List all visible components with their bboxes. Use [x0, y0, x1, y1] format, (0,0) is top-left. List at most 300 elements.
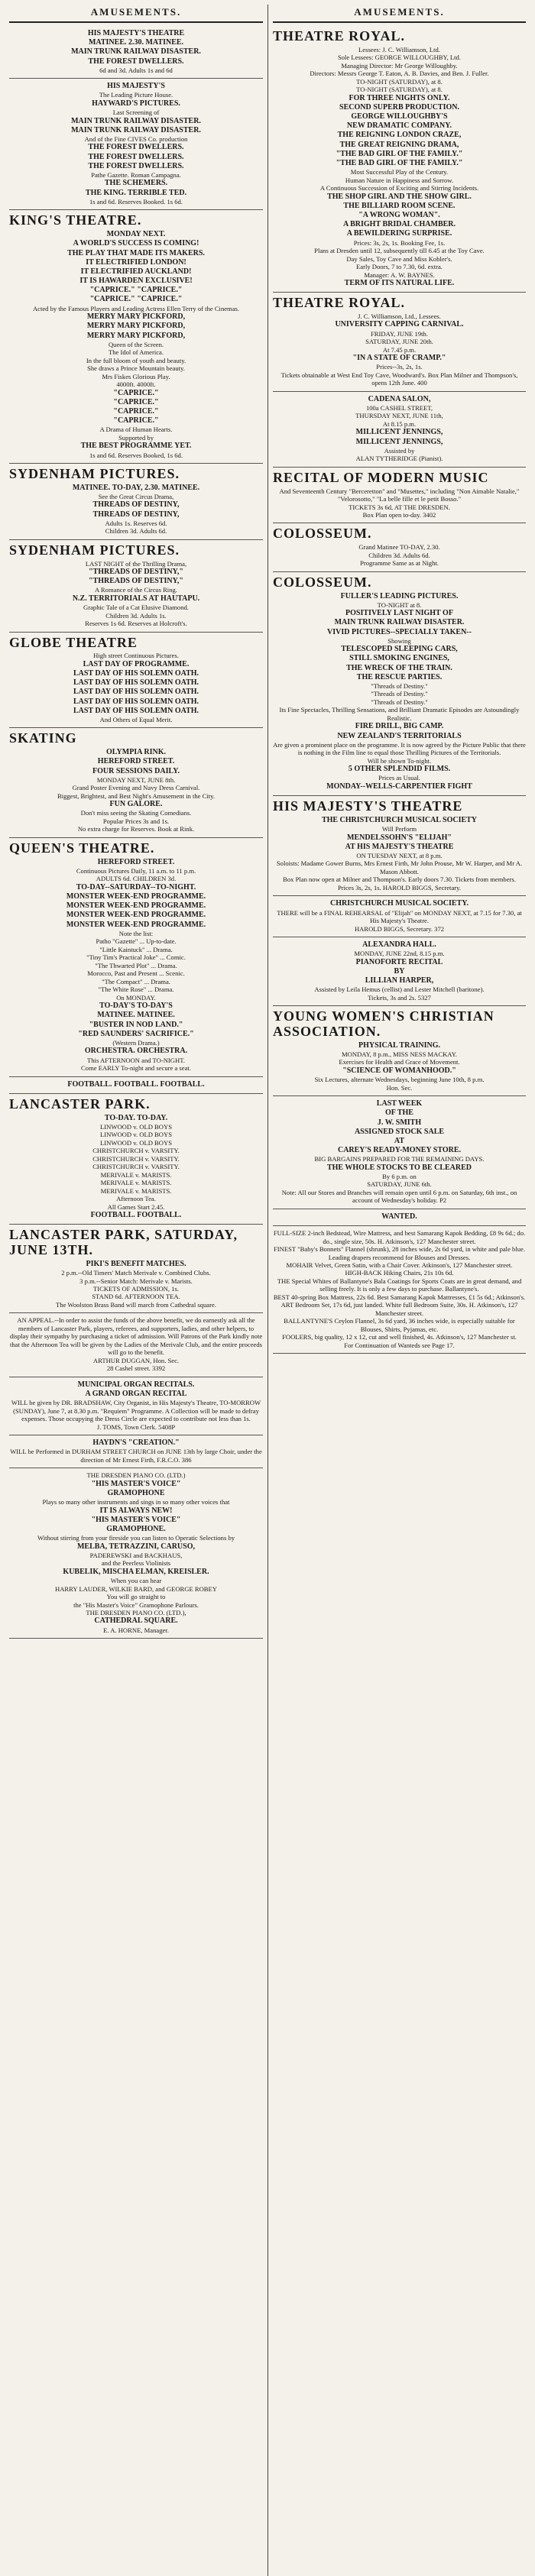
- advertisement-line: "THREADS OF DESTINY,": [88, 568, 183, 577]
- advertisement-line: GRAMOPHONE.: [106, 1525, 166, 1534]
- advertisement-line: TO-DAY. TO-DAY.: [104, 1113, 168, 1122]
- advertisement-title: KING'S THEATRE.: [9, 212, 142, 228]
- advertisement-line: "CAPRICE.": [113, 397, 159, 406]
- advertisement-line: Box Plan open to-day. 3402: [362, 511, 436, 519]
- advertisement-appeal: [9, 1313, 263, 1377]
- advertisement-title: LANCASTER PARK, SATURDAY, JUNE 13TH.: [9, 1227, 238, 1258]
- advertisement-line: CAREY'S READY-MONEY STORE.: [337, 1146, 462, 1155]
- advertisement-line: ASSIGNED STOCK SALE: [354, 1127, 445, 1136]
- advertisement-line: The Idol of America.: [108, 348, 164, 357]
- advertisement-line: The Woolston Brass Band will march from Cathedral square.: [56, 1300, 216, 1309]
- advertisement-line: Reserves 1s 6d. Reserves at Holcroft's.: [85, 620, 187, 628]
- advertisement-line: HIS MAJESTY'S: [107, 82, 165, 91]
- advertisement-line: HIS MAJESTY'S THEATRE: [87, 29, 185, 37]
- advertisement-line: All Games Start 2.45.: [107, 1202, 165, 1211]
- advertisement-line: A BRIGHT BRIDAL CHAMBER.: [342, 220, 456, 229]
- advertisement-line: Grand Matinee TO-DAY, 2.30.: [358, 543, 440, 552]
- advertisement-line: PIKI'S BENEFIT MATCHES.: [86, 1259, 186, 1268]
- advertisement-line: HAYWARD'S PICTURES.: [92, 99, 180, 108]
- advertisement-line: "The Compact" ... Drama.: [102, 977, 170, 985]
- advertisement-line: Prices as Usual.: [378, 774, 420, 782]
- advertisement-line: BIG BARGAINS PREPARED FOR THE REMAINING DAYS.: [314, 1155, 485, 1163]
- advertisement-line: THE SCHEMERS.: [104, 179, 168, 188]
- advertisement-line: TERM OF ITS NATURAL LIFE.: [344, 279, 455, 288]
- advertisement-line: FOUR SESSIONS DAILY.: [92, 766, 180, 775]
- advertisement-title: QUEEN'S THEATRE.: [9, 840, 155, 856]
- advertisement-line: MONSTER WEEK-END PROGRAMME.: [66, 920, 206, 929]
- advertisement-line: Graphic Tale of a Cat Elusive Diamond.: [83, 604, 189, 612]
- right-column-header: AMUSEMENTS.: [273, 5, 526, 23]
- advertisement-line: See the Great Circus Drama,: [98, 492, 174, 500]
- advertisement-line: TO-DAY'S TO-DAY'S: [99, 1002, 173, 1011]
- advertisement-line: PIANOFORTE RECITAL: [355, 957, 443, 966]
- advertisement-line: Human Nature in Happiness and Sorrow.: [345, 176, 454, 184]
- advertisement-line: THERE will be a FINAL REHEARSAL of "Elijah" on MONDAY NEXT, at 7.15 for 7.30, at His Majesty's Theatre.: [277, 908, 522, 925]
- advertisement-line: THE DRESDEN PIANO CO. (LTD.),: [86, 1608, 186, 1616]
- advertisement-line: For Continuation of Wanteds see Page 17.: [344, 1341, 455, 1349]
- advertisement-his-majestys-hayward: [9, 79, 263, 210]
- advertisement-line: Programme Same as at Night.: [360, 559, 439, 568]
- advertisement-line: Prices 3s, 2s, 1s. HAROLD BIGGS, Secretary.: [337, 883, 462, 892]
- advertisement-line: MERRY MARY PICKFORD,: [86, 322, 186, 331]
- advertisement-line: THE FOREST DWELLERS.: [88, 57, 184, 66]
- advertisement-line: No extra charge for Reserves. Book at Rink.: [77, 825, 195, 833]
- advertisement-line: MATINEE. MATINEE.: [97, 1011, 175, 1020]
- advertisement-line: "Tiny Tim's Practical Joke" ... Comic.: [86, 953, 186, 962]
- advertisement-line: HEREFORD STREET.: [97, 757, 175, 766]
- advertisement-line: MAIN TRUNK RAILWAY DISASTER.: [71, 125, 201, 134]
- advertisement-line: "CAPRICE.": [113, 388, 159, 397]
- advertisement-line: Morocco, Past and Present ... Scenic.: [87, 969, 185, 978]
- advertisement-line: On MONDAY.: [116, 993, 156, 1002]
- advertisement-colosseum-2: [273, 572, 526, 796]
- advertisement-skating: [9, 728, 263, 837]
- advertisement-line: LINWOOD v. OLD BOYS: [100, 1138, 172, 1147]
- advertisement-title: YOUNG WOMEN'S CHRISTIAN ASSOCIATION.: [273, 1008, 494, 1040]
- advertisement-title: RECITAL OF MODERN MUSIC: [273, 469, 489, 485]
- advertisement-line: Children 3d. Adults 6d.: [368, 551, 430, 559]
- advertisement-line: MONSTER WEEK-END PROGRAMME.: [66, 901, 206, 911]
- advertisement-line: At 7.45 p.m.: [382, 345, 417, 354]
- advertisement-line: THURSDAY NEXT, JUNE 11th,: [355, 412, 443, 420]
- advertisement-line: MATINEE. 2.30. MATINEE.: [88, 38, 184, 47]
- advertisement-line: High street Continuous Pictures.: [93, 652, 179, 660]
- advertisement-line: OLYMPIA RINK.: [106, 748, 166, 757]
- advertisement-line: "THE BAD GIRL OF THE FAMILY.": [336, 159, 463, 168]
- advertisement-line: THE REIGNING LONDON CRAZE,: [337, 131, 462, 140]
- advertisement-his-majestys-musical: [273, 796, 526, 896]
- advertisement-line: FULLER'S LEADING PICTURES.: [340, 591, 459, 600]
- advertisement-line: LINWOOD v. OLD BOYS: [100, 1131, 172, 1139]
- advertisement-line: 28 Cashel street. 3392: [106, 1364, 166, 1373]
- advertisement-line: CHRISTCHURCH v. VARSITY.: [92, 1154, 180, 1163]
- advertisement-line: ALEXANDRA HALL.: [362, 940, 436, 950]
- advertisement-line: FOOTBALL. FOOTBALL.: [90, 1211, 182, 1220]
- advertisement-line: IT IS ALWAYS NEW!: [99, 1506, 173, 1515]
- advertisement-line: IT ELECTRIFIED AUCKLAND!: [80, 267, 192, 276]
- advertisement-line: PHYSICAL TRAINING.: [358, 1040, 441, 1050]
- advertisement-line: "HIS MASTER'S VOICE": [91, 1515, 181, 1524]
- advertisement-line: MERRY MARY PICKFORD,: [86, 312, 186, 322]
- advertisement-line: "THREADS OF DESTINY,": [88, 577, 183, 586]
- advertisement-line: "Threads of Destiny.": [371, 682, 428, 690]
- advertisement-line: Will be shown To-night.: [367, 756, 432, 765]
- advertisement-line: "Threads of Destiny.": [371, 690, 428, 698]
- advertisement-line: CATHEDRAL SQUARE.: [94, 1616, 178, 1626]
- advertisement-line: Plays so many other instruments and sings in so many other voices that: [42, 1498, 230, 1506]
- advertisement-line: Tickets obtainable at West End Toy Cave, Woodward's. Box Plan Milner and Thompson's, opens 12th June. 400: [280, 371, 518, 387]
- advertisement-line: A Drama of Human Hearts.: [99, 426, 173, 434]
- advertisement-line: "CAPRICE." "CAPRICE.": [89, 286, 183, 295]
- advertisement-title: SYDENHAM PICTURES.: [9, 542, 180, 558]
- advertisement-line: Grand Poster Evening and Navy Dress Carnival.: [72, 784, 200, 792]
- advertisement-line: STILL SMOKING ENGINES,: [349, 654, 449, 663]
- advertisement-line: Six Lectures, alternate Wednesdays, beginning June 10th, 8 p.m.: [314, 1076, 485, 1084]
- advertisement-line: Continuous Pictures Daily, 11 a.m. to 11 p.m.: [76, 866, 196, 875]
- advertisement-line: MENDELSSOHN'S "ELIJAH": [347, 833, 452, 842]
- advertisement-wanted-header: [273, 1209, 526, 1226]
- advertisement-line: Acted by the Famous Players and Leading Actress Ellen Terry of the Cinemas.: [32, 304, 240, 312]
- advertisement-line: HAYDN'S "CREATION.": [92, 1438, 180, 1448]
- advertisement-line: MONDAY, 8 p.m., MISS NESS MACKAY.: [342, 1050, 457, 1058]
- advertisement-line: SATURDAY, JUNE 20th.: [365, 338, 433, 346]
- advertisement-line: PADEREWSKI and BACKHAUS,: [89, 1551, 183, 1559]
- advertisement-line: HIGH-BACK Hiking Chairs, 21s 10s 6d.: [345, 1269, 454, 1277]
- advertisement-line: MERIVALE v. MARISTS.: [100, 1186, 172, 1195]
- advertisement-line: And Others of Equal Merit.: [99, 715, 173, 723]
- advertisement-line: FIRE DRILL, BIG CAMP.: [355, 722, 444, 731]
- advertisement-line: Assisted by: [384, 446, 415, 455]
- advertisement-line: ADULTS 6d. CHILDREN 3d.: [96, 875, 177, 883]
- advertisement-line: "HIS MASTER'S VOICE": [91, 1479, 181, 1488]
- advertisement-line: NEW ZEALAND'S TERRITORIALS: [337, 731, 462, 740]
- advertisement-line: Tickets, 3s and 2s. 5327: [368, 993, 431, 1002]
- advertisement-line: 6d and 3d. Adults 1s and 6d: [99, 66, 173, 74]
- advertisement-line: MERRY MARY PICKFORD,: [86, 331, 186, 340]
- advertisement-title: GLOBE THEATRE: [9, 634, 138, 650]
- advertisement-line: LAST DAY OF HIS SOLEMN OATH.: [73, 678, 199, 688]
- advertisement-kings-theatre: [9, 210, 263, 464]
- advertisement-line: The Leading Picture House.: [99, 91, 173, 99]
- advertisement-line: CHRISTCHURCH v. VARSITY.: [92, 1163, 180, 1171]
- advertisement-line: Plans at Dresden until 12, subsequently till 6.45 at the Toy Cave.: [314, 247, 485, 255]
- advertisement-line: GRAMOPHONE: [107, 1488, 165, 1497]
- advertisement-line: Most Successful Play of the Century.: [350, 168, 449, 176]
- advertisement-line: TICKETS 3s 6d, AT THE DRESDEN.: [349, 503, 450, 511]
- advertisement-line: VIVID PICTURES--SPECIALLY TAKEN--: [327, 627, 472, 636]
- advertisement-theatre-royal-2: [273, 293, 526, 392]
- advertisement-line: Note the list:: [118, 929, 154, 937]
- advertisement-line: THE BEST PROGRAMME YET.: [80, 442, 192, 451]
- advertisement-line: THE Special Whites of Ballantyne's Bala Coatings for Sports Coats are in great demand, and selling freely. It is only a few days to purchase. Ballantyne's.: [277, 1277, 522, 1293]
- advertisement-line: "A WRONG WOMAN".: [358, 211, 440, 220]
- advertisement-line: WILL be Performed in DURHAM STREET CHURCH on JUNE 13th by large Choir, under the direction of Mr Ernest Firth, F.R.C.O. 386: [10, 1448, 262, 1464]
- advertisement-line: AT HIS MAJESTY'S THEATRE: [345, 842, 454, 851]
- advertisement-line: She draws a Prince Mountain beauty.: [87, 364, 185, 373]
- advertisement-line: Prices: 3s, 2s, 1s. Booking Fee, 1s.: [353, 238, 446, 247]
- advertisement-line: Sole Lessees: GEORGE WILLOUGHBY, Ltd.: [337, 53, 462, 62]
- advertisement-line: THE FOREST DWELLERS.: [88, 161, 184, 170]
- advertisement-line: MELBA, TETRAZZINI, CARUSO,: [76, 1542, 195, 1551]
- advertisement-line: J. TOMS, Town Clerk. 5408P: [96, 1422, 176, 1431]
- advertisement-line: Assisted by Leila Hemus (cellist) and Lester Mitchell (baritone).: [314, 985, 485, 994]
- advertisement-line: Don't miss seeing the Skating Comedians.: [80, 809, 192, 817]
- advertisement-line: A BEWILDERING SURPRISE.: [346, 229, 452, 238]
- advertisement-line: MATINEE. TO-DAY, 2.30. MATINEE.: [72, 483, 200, 492]
- advertisement-line: ART Bedroom Set, 17s 6d, just landed. White full Bedroom Suite, 30s. H. Atkinson's, 127 Manchester street.: [280, 1301, 518, 1317]
- advertisement-line: IT ELECTRIFIED LONDON!: [86, 257, 186, 267]
- advertisement-line: "The Thwarted Plot" ... Drama.: [95, 961, 177, 969]
- advertisement-line: MERIVALE v. MARISTS.: [100, 1179, 172, 1187]
- advertisement-title: THEATRE ROYAL.: [273, 28, 406, 44]
- advertisement-line: LAST WEEK: [376, 1099, 423, 1108]
- advertisement-line: "BUSTER IN NOD LAND.": [89, 1020, 183, 1029]
- advertisement-line: MONDAY NEXT, JUNE 8th.: [96, 775, 176, 784]
- advertisement-line: WANTED.: [381, 1212, 417, 1221]
- advertisement-line: THE SHOP GIRL AND THE SHOW GIRL.: [327, 192, 472, 201]
- advertisement-line: ARTHUR DUGGAN, Hon. Sec.: [92, 1356, 180, 1364]
- advertisement-line: A Romance of the Circus Ring.: [95, 586, 177, 594]
- advertisement-line: Note: All our Stores and Branches will remain open until 6 p.m. on Saturday, 6th inst., on account of Wednesday's holiday. P2: [281, 1188, 517, 1205]
- advertisement-line: Last Screening of: [112, 108, 160, 117]
- right-column: [268, 5, 530, 2576]
- advertisement-line: FOR THREE NIGHTS ONLY.: [349, 93, 450, 102]
- advertisement-line: LAST DAY OF HIS SOLEMN OATH.: [73, 669, 199, 678]
- advertisement-line: N.Z. TERRITORIALS AT HAUTAPU.: [72, 594, 200, 603]
- advertisement-line: "Little Kaintuck" ... Drama.: [99, 945, 173, 953]
- advertisement-line: Without stirring from your fireside you can listen to Operatic Selections by: [37, 1534, 235, 1542]
- advertisement-line: POSITIVELY LAST NIGHT OF: [345, 609, 453, 618]
- advertisement-line: A WORLD'S SUCCESS IS COMING!: [73, 239, 199, 248]
- advertisement-line: "SCIENCE OF WOMANHOOD.": [342, 1066, 456, 1075]
- advertisement-line: STAND 6d. AFTERNOON TEA.: [92, 1293, 180, 1301]
- left-column-header: AMUSEMENTS.: [9, 5, 263, 23]
- advertisement-line: LAST NIGHT of the Thrilling Drama,: [85, 559, 187, 568]
- advertisement-title: COLOSSEUM.: [273, 526, 372, 542]
- advertisement-line: MONDAY NEXT.: [106, 230, 166, 239]
- advertisement-line: THE CHRISTCHURCH MUSICAL SOCIETY: [321, 815, 478, 824]
- advertisement-line: 3 p.m.--Senior Match: Merivale v. Marists.: [79, 1277, 193, 1285]
- advertisement-line: Biggest, Brightest, and Best Night's Amusement in the City.: [57, 791, 216, 800]
- advertisement-line: THREADS OF DESTINY,: [92, 510, 180, 519]
- advertisement-line: the "His Master's Voice" Gramophone Parlours.: [73, 1600, 199, 1609]
- advertisement-line: ALAN TYTHERIDGE (Pianist).: [355, 455, 443, 463]
- advertisement-line: THREADS OF DESTINY,: [92, 500, 180, 510]
- advertisement-dresden-piano: [9, 1468, 263, 1639]
- advertisement-line: TELESCOPED SLEEPING CARS,: [341, 645, 458, 654]
- advertisement-theatre-royal-1: [273, 26, 526, 293]
- advertisement-line: TO-NIGHT (SATURDAY), at 8.: [356, 77, 443, 86]
- advertisement-title: THEATRE ROYAL.: [273, 295, 406, 311]
- advertisement-line: Will Perform: [381, 825, 417, 833]
- advertisement-line: Managing Director: Mr George Willoughby.: [341, 61, 458, 70]
- advertisement-line: THE PLAY THAT MADE ITS MAKERS.: [67, 248, 205, 257]
- advertisement-line: (Western Drama.): [112, 1038, 160, 1047]
- advertisement-line: Pathe Gazette. Roman Campagna.: [91, 171, 181, 179]
- advertisement-ywca: [273, 1006, 526, 1096]
- left-column: [5, 5, 268, 2576]
- advertisement-line: 1s and 6d. Reserves Booked, 1s 6d.: [89, 451, 183, 459]
- advertisement-line: Mrs Fiskes Glorious Play.: [102, 372, 170, 380]
- advertisement-title: LANCASTER PARK.: [9, 1095, 151, 1112]
- advertisement-line: Box Plan now open at Milner and Thompson's. Early doors 7.30. Tickets from members.: [283, 875, 516, 884]
- advertisement-line: LAST DAY OF HIS SOLEMN OATH.: [73, 688, 199, 697]
- advertisement-line: FULL-SIZE 2-inch Bedstead, Wire Mattress, and best Samarang Kapok Bedding, £8 9s 6d.; do. do., single size, 50s. H. Atkinson's, 127 Manchester street.: [273, 1229, 526, 1245]
- advertisement-line: MAIN TRUNK RAILWAY DISASTER.: [71, 47, 201, 57]
- advertisement-line: By 6 p.m. on: [382, 1172, 417, 1180]
- advertisement-line: Are given a prominent place on the programme. It is now agreed by the Picture Public that there is nothing in the Film line to equal those Thrilling Pictures of the Territorials.: [273, 740, 526, 757]
- advertisement-line: TO-NIGHT (SATURDAY), at 8.: [356, 86, 443, 94]
- advertisement-line: LAST DAY OF HIS SOLEMN OATH.: [73, 697, 199, 706]
- advertisement-title: HIS MAJESTY'S THEATRE: [273, 798, 463, 814]
- advertisement-line: "The White Rose" ... Drama.: [98, 985, 174, 994]
- advertisement-last-week: [273, 1096, 526, 1209]
- advertisement-title: COLOSSEUM.: [273, 574, 372, 590]
- advertisement-line: MONSTER WEEK-END PROGRAMME.: [66, 911, 206, 920]
- advertisement-line: MAIN TRUNK RAILWAY DISASTER.: [334, 618, 465, 627]
- advertisement-line: GEORGE WILLOUGHBY'S: [351, 112, 448, 121]
- advertisement-line: MONSTER WEEK-END PROGRAMME.: [66, 892, 206, 901]
- advertisement-line: HAROLD BIGGS, Secretary. 372: [354, 924, 445, 933]
- advertisement-line: Early Doors, 7 to 7.30, 6d. extra.: [356, 263, 443, 271]
- advertisement-line: MONDAY--WELLS-CARPENTIER FIGHT: [326, 782, 472, 791]
- advertisement-line: A Continuous Succession of Exciting and Stirring Incidents.: [319, 184, 479, 193]
- advertisement-line: Showing: [387, 636, 411, 645]
- advertisement-queens-theatre: [9, 838, 263, 1077]
- advertisement-sydenham-night: [9, 540, 263, 633]
- advertisement-line: MONDAY, JUNE 22nd, 8.15 p.m.: [354, 950, 445, 958]
- advertisement-line: ORCHESTRA. ORCHESTRA.: [84, 1047, 188, 1056]
- advertisement-globe-theatre: [9, 633, 263, 729]
- advertisement-line: FINEST "Baby's Bonnets" Flannel (shrunk), 28 inches wide, 2s 6d yard, in white and pale blue. Leading drapers recommend for Blouses and Dresses.: [274, 1245, 525, 1261]
- advertisement-line: Queen of the Screen.: [108, 340, 164, 348]
- advertisement-line: Children 3d. Adults 6d.: [105, 527, 167, 536]
- advertisement-line: OF THE: [385, 1108, 413, 1118]
- advertisement-line: MUNICIPAL ORGAN RECITALS.: [77, 1380, 195, 1389]
- advertisement-line: MAIN TRUNK RAILWAY DISASTER.: [71, 116, 201, 125]
- advertisement-line: And Seventeenth Century "Berceretton" and "Musettes," including "Non Aimable Natalie," "Velorosotto," "La belle fille et le petit Bosso.": [279, 487, 520, 503]
- advertisement-line: THE BILLIARD ROOM SCENE.: [343, 201, 456, 210]
- advertisement-line: NEW DRAMATIC COMPANY.: [346, 121, 452, 131]
- advertisement-line: LILLIAN HARPER,: [365, 976, 434, 985]
- advertisement-line: and the Peerless Violinists: [101, 1559, 171, 1568]
- advertisement-line: Prices--3s, 2s, 1s.: [376, 363, 423, 371]
- advertisement-line: TICKETS OF ADMISSION, 1s.: [93, 1285, 179, 1293]
- advertisement-line: FOOLERS, big quality, 12 x 12, cut and well finished, 4s. Atkinson's, 127 Manchester st.: [282, 1333, 517, 1341]
- advertisement-line: Come EARLY To-night and secure a seat.: [81, 1064, 191, 1073]
- advertisement-line: LINWOOD v. OLD BOYS: [100, 1122, 172, 1131]
- advertisement-line: Its Fine Spectacles, Thrilling Sensations, and Brilliant Dramatic Episodes are Astoundingly Realistic.: [279, 706, 520, 722]
- advertisement-line: THE RESCUE PARTIES.: [356, 672, 443, 681]
- advertisement-line: And of the Fine CIVES Co. production: [84, 134, 188, 143]
- advertisement-line: Soloists: Madame Gower Burns, Mrs Ernest Firth, Mr John Prouse, Mr W. Harper, and Mr A. Mason Abbott.: [276, 859, 523, 875]
- advertisement-line: AT: [394, 1136, 405, 1145]
- right-ads: [273, 26, 526, 1354]
- advertisement-line: "RED SAUNDERS' SACRIFICE.": [78, 1029, 194, 1038]
- advertisement-line: AN APPEAL.--In order to assist the funds of the above benefit, we do earnestly ask all the members of Lancaster Park, players, referees, and supporters, ladies, and other helpers, to display their sympathy by purchasing a ticket of admission. Will Patrons of the Park kindly note that the Afternoon Tea will be given by the Ladies of the Merivale Club, and the entire proceeds will go to the benefit.: [9, 1316, 263, 1357]
- advertisement-line: LAST DAY OF PROGRAMME.: [83, 659, 190, 668]
- advertisement-line: CHRISTCHURCH MUSICAL SOCIETY.: [329, 899, 469, 908]
- advertisement-line: E. A. HORNE, Manager.: [103, 1626, 169, 1634]
- advertisement-line: FRIDAY, JUNE 19th.: [371, 329, 428, 338]
- advertisement-line: MERIVALE v. MARISTS.: [100, 1170, 172, 1179]
- advertisement-lancaster-park: [9, 1094, 263, 1225]
- advertisement-wanted-items: [273, 1226, 526, 1354]
- advertisement-line: THE WRECK OF THE TRAIN.: [346, 663, 452, 672]
- advertisement-line: ON TUESDAY NEXT, at 8 p.m.: [356, 851, 443, 859]
- advertisement-line: In the full bloom of youth and beauty.: [86, 356, 186, 364]
- advertisement-alexandra-hall: [273, 937, 526, 1006]
- advertisement-line: Lessees: J. C. Williamson, Ltd.: [358, 45, 440, 53]
- advertisement-line: A GRAND ORGAN RECITAL: [85, 1390, 187, 1399]
- advertisement-line: "Threads of Destiny.": [371, 697, 428, 706]
- advertisement-title: SKATING: [9, 730, 77, 746]
- advertisement-line: MILLICENT JENNINGS,: [355, 437, 443, 446]
- advertisement-line: THE WHOLE STOCKS TO BE CLEARED: [326, 1163, 472, 1172]
- advertisement-line: Hon. Sec.: [386, 1083, 413, 1092]
- advertisement-line: MOHAIR Velvet, Green Satin, with a Chair Cover. Atkinson's, 127 Manchester street.: [286, 1260, 513, 1269]
- advertisement-line: Patho "Gazette" ... Up-to-date.: [96, 937, 177, 946]
- advertisement-line: At 8.15 p.m.: [382, 419, 417, 428]
- advertisement-line: Adults 1s. Reserves 6d.: [105, 519, 167, 527]
- advertisement-line: "THE BAD GIRL OF THE FAMILY.": [336, 149, 463, 158]
- advertisement-line: J. W. SMITH: [377, 1118, 422, 1127]
- advertisement-cadena-salon: [273, 392, 526, 468]
- advertisement-colosseum-1: [273, 523, 526, 571]
- advertisement-sydenham-matinee: [9, 464, 263, 540]
- advertisement-line: 100a CASHEL STREET,: [365, 403, 433, 412]
- advertisement-line: THE FOREST DWELLERS.: [88, 143, 184, 152]
- advertisement-his-majestys-matinee: [9, 26, 263, 79]
- advertisement-line: Directors: Messrs George T. Eaton, A. B. Davies, and Ben. J. Fuller.: [310, 70, 489, 78]
- advertisement-line: You will go straight to: [106, 1593, 166, 1601]
- advertisement-line: THE DRESDEN PIANO CO. (LTD.): [86, 1471, 186, 1480]
- advertisement-line: LAST DAY OF HIS SOLEMN OATH.: [73, 706, 199, 715]
- advertisement-final-rehearsal: [273, 896, 526, 937]
- advertisement-line: When you can hear: [110, 1577, 162, 1585]
- advertisement-line: Children 3d. Adults 1s.: [105, 611, 167, 620]
- advertisement-line: "IN A STATE OF CRAMP.": [352, 354, 446, 363]
- advertisement-line: "CAPRICE.": [113, 406, 159, 416]
- advertisement-line: 5 OTHER SPLENDID FILMS.: [348, 765, 451, 774]
- advertisement-line: UNIVERSITY CAPPING CARNIVAL.: [335, 320, 464, 329]
- advertisement-line: Manager: A. W. BAYNES.: [364, 270, 435, 279]
- advertisement-title: SYDENHAM PICTURES.: [9, 465, 180, 481]
- advertisement-line: KUBELIK, MISCHA ELMAN, KREISLER.: [63, 1567, 209, 1576]
- advertisement-line: WILL be given by DR. BRADSHAW, City Organist, in His Majesty's Theatre, TO-MORROW (SUNDAY), June 7, at 8.30 p.m. "Requiem" Programme. A Collection will be made to defray expenses. Those occupying the Dress Circle are expected to contribute not less than 1s.: [11, 1399, 261, 1423]
- advertisement-line: THE FOREST DWELLERS.: [88, 152, 184, 161]
- advertisement-line: THE KING. TERRIBLE TED.: [85, 188, 187, 197]
- advertisement-line: CADENA SALON,: [368, 394, 431, 403]
- advertisement-line: 2 p.m.--Old Timers' Match Merivale v. Combined Clubs.: [61, 1269, 211, 1277]
- advertisement-line: 1s and 6d. Reserves Booked. 1s 6d.: [89, 197, 183, 205]
- advertisement-line: "CAPRICE.": [113, 416, 159, 426]
- advertisement-line: FOOTBALL. FOOTBALL. FOOTBALL.: [67, 1079, 205, 1089]
- advertisement-line: Popular Prices 3s and 1s.: [102, 817, 170, 825]
- advertisement-line: MILLICENT JENNINGS,: [355, 428, 443, 437]
- advertisement-line: TO-DAY--SATURDAY--TO-NIGHT.: [76, 882, 196, 892]
- left-ads: [9, 26, 263, 1639]
- advertisement-line: FUN GALORE.: [109, 800, 163, 809]
- advertisement-lancaster-saturday: [9, 1225, 263, 1313]
- advertisement-line: Supported by: [118, 433, 154, 442]
- advertisement-line: SECOND SUPERB PRODUCTION.: [339, 102, 459, 112]
- advertisement-line: This AFTERNOON and TO-NIGHT.: [87, 1056, 185, 1064]
- advertisement-line: IT IS HAWARDEN EXCLUSIVE!: [79, 277, 193, 286]
- advertisement-line: "CAPRICE." "CAPRICE.": [89, 295, 183, 304]
- advertisement-line: Day Sales, Toy Cave and Miss Kobler's.: [346, 254, 452, 263]
- advertisement-line: Afternoon Tea.: [116, 1195, 156, 1203]
